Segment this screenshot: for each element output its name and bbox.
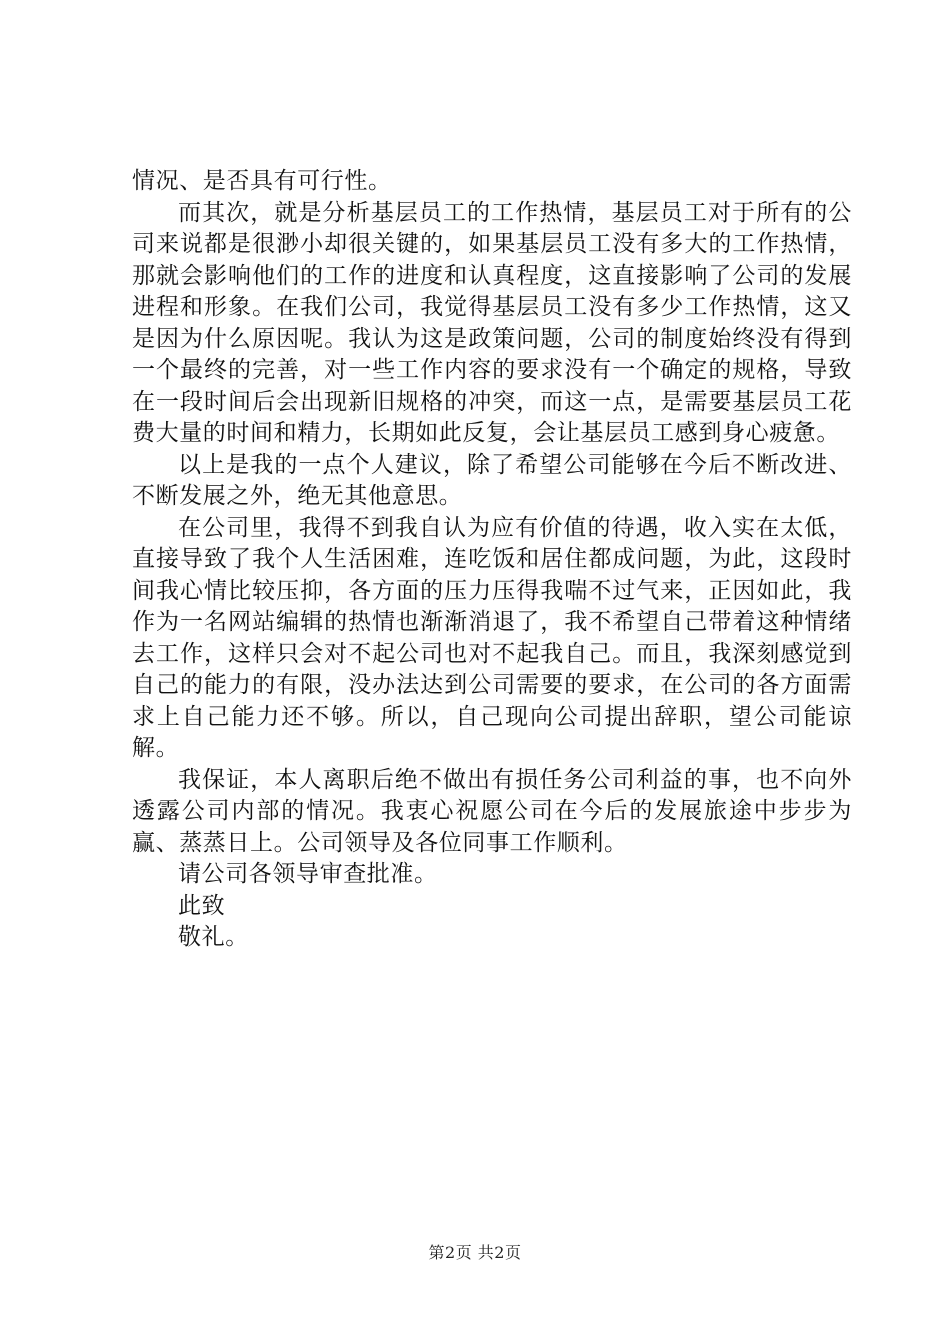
closing-salutation: 此致: [178, 892, 226, 919]
paragraph-staff-enthusiasm: 而其次，就是分析基层员工的工作热情，基层员工对于所有的公司来说都是很渺小却很关键的，如果基层员工没有多大的工作热情，那就会影响他们的工作的进度和认真程度，这直接影响了公司的发展进程和形象。在我们公司，我觉得基层员工没有多少工作热情，这又是因为什么原因呢。我认为这是政策问题，公司的制度始终没有得到一个最终的完善，对一些工作内容的要求没有一个确定的规格，导致在一段时间后会出现新旧规格的冲突，而这一点，是需要基层员工花费大量的时间和精力，长期如此反复，会让基层员工感到身心疲惫。: [132, 199, 852, 446]
closing-regards: 敬礼。: [178, 924, 249, 950]
page-number: 第2页 共2页: [428, 1243, 522, 1262]
paragraph-guarantee: 我保证，本人离职后绝不做出有损任务公司利益的事，也不向外透露公司内部的情况。我衷心祝愿公司在今后的发展旅途中步步为赢、蒸蒸日上。公司领导及各位同事工作顺利。: [132, 766, 852, 856]
document-body: [132, 166, 852, 954]
closing-request: 请公司各领导审查批准。: [178, 861, 438, 887]
paragraph-suggestion-summary: 以上是我的一点个人建议，除了希望公司能够在今后不断改进、不断发展之外，绝无其他意思。: [132, 451, 852, 509]
paragraph-continuation: 情况、是否具有可行性。: [132, 168, 392, 194]
paragraph-resignation-reason: 在公司里，我得不到我自认为应有价值的待遇，收入实在太低，直接导致了我个人生活困难，连吃饭和居住都成问题，为此，这段时间我心情比较压抑，各方面的压力压得我喘不过气来，正因如此，我作为一名网站编辑的热情也渐渐消退了，我不希望自己带着这种情绪去工作，这样只会对不起公司也对不起我自己。而且，我深刻感觉到自己的能力的有限，没办法达到公司需要的要求，在公司的各方面需求上自己能力还不够。所以，自己现向公司提出辞职，望公司能谅解。: [132, 514, 852, 761]
